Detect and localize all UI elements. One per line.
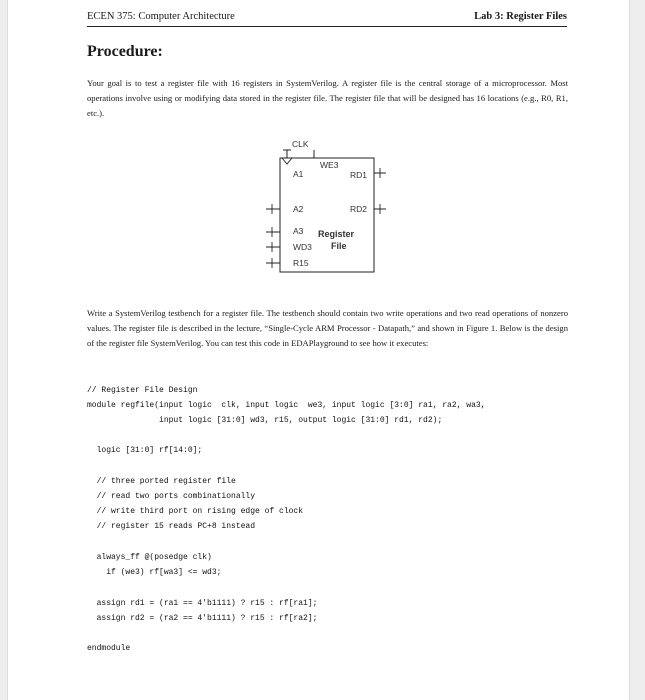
clk-label: CLK <box>292 139 309 149</box>
code-line: module regfile(input logic clk, input logic we3, input logic [3:0] ra1, ra2, wa3, <box>87 401 486 410</box>
file-label: File <box>331 241 347 251</box>
rd2-label: RD2 <box>350 204 368 214</box>
code-line: // three ported register file <box>87 477 236 486</box>
register-label: Register <box>318 229 355 239</box>
a2-label: A2 <box>293 204 304 214</box>
intro-paragraph: Your goal is to test a register file with 16 registers in SystemVerilog. A register file is the central storage of a microprocessor. Most operations involve using or modifying data stored in the register file. The register file that will be designed has 16 locations (e.g., R0, R1, etc.). <box>87 78 568 118</box>
we3-label: WE3 <box>320 160 339 170</box>
rd1-label: RD1 <box>350 170 368 180</box>
lab-title: Lab 3: Register Files <box>474 11 567 22</box>
a3-label: A3 <box>293 226 304 236</box>
section-title: Procedure: <box>87 43 163 60</box>
page-header <box>87 10 567 27</box>
code-line: always_ff @(posedge clk) <box>87 553 212 562</box>
document-page <box>7 0 630 700</box>
code-line: // read two ports combinationally <box>87 492 256 501</box>
code-line: if (we3) rf[wa3] <= wd3; <box>87 568 222 577</box>
a1-label: A1 <box>293 169 304 179</box>
wd3-label: WD3 <box>293 242 312 252</box>
code-always-block <box>87 550 221 580</box>
code-line: assign rd2 = (ra2 == 4'b1111) ? r15 : rf[ra2]; <box>87 614 318 623</box>
course-title: ECEN 375: Computer Architecture <box>87 11 235 22</box>
code-module-header <box>87 383 485 428</box>
code-endmodule <box>87 641 130 656</box>
code-declaration <box>87 443 202 458</box>
code-line: input logic [31:0] wd3, r15, output logic [31:0] rd1, rd2); <box>87 416 443 425</box>
code-comments <box>87 474 303 534</box>
code-line: assign rd1 = (ra1 == 4'b1111) ? r15 : rf[ra1]; <box>87 599 318 608</box>
code-assigns <box>87 596 317 626</box>
code-line: // write third port on rising edge of clock <box>87 507 304 516</box>
task-paragraph: Write a SystemVerilog testbench for a register file. The testbench should contain two write operations and two read operations of nonzero values. The register file is described in the lecture, “Single-Cycle ARM Processor - Datapath,” and shown in Figure 1. Below is the design of the register file SystemVerilog. You can test this code in EDAPlayground to see how it executes: <box>87 308 568 348</box>
code-line: endmodule <box>87 644 131 653</box>
clock-triangle-icon <box>282 158 292 164</box>
r15-label: R15 <box>293 258 309 268</box>
code-line: logic [31:0] rf[14:0]; <box>87 446 203 455</box>
code-line: // Register File Design <box>87 386 198 395</box>
code-line: // register 15 reads PC+8 instead <box>87 522 256 531</box>
register-file-diagram <box>8 130 631 280</box>
